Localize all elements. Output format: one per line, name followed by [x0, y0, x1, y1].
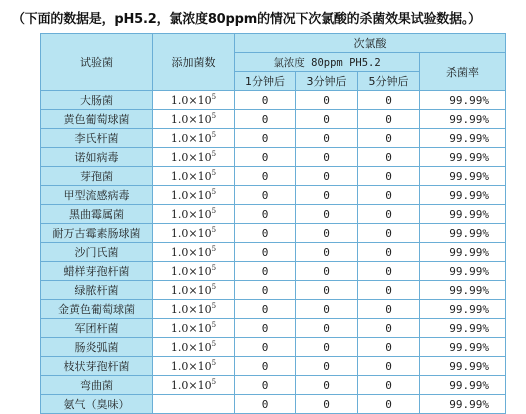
- added-count-base: 1.0×10: [170, 227, 212, 240]
- table-row: [41, 243, 506, 262]
- added-count-exponent: 5: [211, 169, 217, 177]
- kill-rate-cell: 99.99%: [420, 376, 506, 395]
- strain-name-cell: 诺如病毒: [41, 148, 153, 167]
- added-count-exponent: 5: [211, 321, 217, 329]
- added-count-base: 1.0×10: [170, 113, 212, 126]
- added-count-exponent: 5: [211, 93, 217, 101]
- table-row: [41, 186, 506, 205]
- count-after-1-min-cell: 0: [235, 281, 296, 300]
- table-row: [41, 110, 506, 129]
- added-count-cell: [153, 300, 235, 319]
- added-count-exponent: 5: [211, 150, 217, 158]
- count-after-5-min-cell: 0: [358, 338, 420, 357]
- added-count-cell: [153, 357, 235, 376]
- count-after-1-min-cell: 0: [235, 224, 296, 243]
- count-after-5-min-cell: 0: [358, 395, 420, 414]
- strain-name-cell: 沙门氏菌: [41, 243, 153, 262]
- added-count-base: 1.0×10: [170, 151, 212, 164]
- added-count-cell: [153, 281, 235, 300]
- added-count-base: 1.0×10: [170, 170, 212, 183]
- table-row: [41, 319, 506, 338]
- added-count-exponent: 5: [211, 340, 217, 348]
- header-condition: 氯浓度 80ppm PH5.2: [235, 53, 420, 72]
- count-after-5-min-cell: 0: [358, 243, 420, 262]
- header-after-1-min: 1分钟后: [235, 72, 296, 91]
- kill-rate-cell: 99.99%: [420, 338, 506, 357]
- strain-name-cell: 李氏杆菌: [41, 129, 153, 148]
- count-after-1-min-cell: 0: [235, 167, 296, 186]
- added-count-exponent: 5: [211, 188, 217, 196]
- count-after-5-min-cell: 0: [358, 186, 420, 205]
- count-after-1-min-cell: 0: [235, 91, 296, 110]
- added-count-base: 1.0×10: [170, 265, 212, 278]
- added-count-base: 1.0×10: [170, 284, 212, 297]
- added-count-cell: [153, 376, 235, 395]
- header-hypochlorous-acid: 次氯酸: [235, 34, 506, 53]
- count-after-3-min-cell: 0: [296, 262, 358, 281]
- added-count-base: 1.0×10: [170, 246, 212, 259]
- header-after-5-min: 5分钟后: [358, 72, 420, 91]
- strain-name-cell: 甲型流感病毒: [41, 186, 153, 205]
- table-row: [41, 338, 506, 357]
- added-count-cell: [153, 205, 235, 224]
- table-row: [41, 281, 506, 300]
- added-count-exponent: 5: [211, 359, 217, 367]
- added-count-cell: [153, 262, 235, 281]
- count-after-3-min-cell: 0: [296, 376, 358, 395]
- count-after-1-min-cell: 0: [235, 376, 296, 395]
- kill-rate-cell: 99.99%: [420, 319, 506, 338]
- header-kill-rate: 杀菌率: [420, 53, 506, 91]
- strain-name-cell: 耐万古霉素肠球菌: [41, 224, 153, 243]
- kill-rate-cell: 99.99%: [420, 186, 506, 205]
- strain-name-cell: 肠炎弧菌: [41, 338, 153, 357]
- kill-rate-cell: 99.99%: [420, 129, 506, 148]
- count-after-1-min-cell: 0: [235, 338, 296, 357]
- count-after-3-min-cell: 0: [296, 338, 358, 357]
- added-count-exponent: 5: [211, 302, 217, 310]
- count-after-1-min-cell: 0: [235, 357, 296, 376]
- count-after-5-min-cell: 0: [358, 300, 420, 319]
- count-after-3-min-cell: 0: [296, 319, 358, 338]
- kill-rate-cell: 99.99%: [420, 395, 506, 414]
- kill-rate-cell: 99.99%: [420, 300, 506, 319]
- header-after-3-min: 3分钟后: [296, 72, 358, 91]
- disinfection-test-table: [40, 33, 506, 414]
- added-count-base: 1.0×10: [170, 341, 212, 354]
- count-after-1-min-cell: 0: [235, 395, 296, 414]
- count-after-3-min-cell: 0: [296, 243, 358, 262]
- added-count-exponent: 5: [211, 131, 217, 139]
- count-after-5-min-cell: 0: [358, 205, 420, 224]
- count-after-5-min-cell: 0: [358, 91, 420, 110]
- strain-name-cell: 枝状芽孢杆菌: [41, 357, 153, 376]
- count-after-1-min-cell: 0: [235, 148, 296, 167]
- strain-name-cell: 弯曲菌: [41, 376, 153, 395]
- table-row: [41, 357, 506, 376]
- added-count-exponent: 5: [211, 245, 217, 253]
- kill-rate-cell: 99.99%: [420, 148, 506, 167]
- added-count-cell: [153, 129, 235, 148]
- added-count-base: 1.0×10: [170, 208, 212, 221]
- kill-rate-cell: 99.99%: [420, 110, 506, 129]
- kill-rate-cell: 99.99%: [420, 281, 506, 300]
- kill-rate-cell: 99.99%: [420, 167, 506, 186]
- added-count-exponent: 5: [211, 283, 217, 291]
- count-after-5-min-cell: 0: [358, 357, 420, 376]
- strain-name-cell: 黑曲霉属菌: [41, 205, 153, 224]
- table-row: [41, 262, 506, 281]
- table-row: [41, 300, 506, 319]
- count-after-3-min-cell: 0: [296, 395, 358, 414]
- count-after-1-min-cell: 0: [235, 300, 296, 319]
- strain-name-cell: 金黄色葡萄球菌: [41, 300, 153, 319]
- added-count-exponent: 5: [211, 207, 217, 215]
- header-added-count: 添加菌数: [153, 34, 235, 91]
- table-row: [41, 129, 506, 148]
- count-after-5-min-cell: 0: [358, 281, 420, 300]
- strain-name-cell: 大肠菌: [41, 91, 153, 110]
- added-count-cell: [153, 167, 235, 186]
- added-count-cell: [153, 186, 235, 205]
- table-row: [41, 376, 506, 395]
- count-after-3-min-cell: 0: [296, 357, 358, 376]
- kill-rate-cell: 99.99%: [420, 262, 506, 281]
- added-count-cell: [153, 243, 235, 262]
- added-count-base: 1.0×10: [170, 189, 212, 202]
- added-count-base: 1.0×10: [170, 132, 212, 145]
- count-after-5-min-cell: 0: [358, 224, 420, 243]
- count-after-1-min-cell: 0: [235, 205, 296, 224]
- count-after-3-min-cell: 0: [296, 205, 358, 224]
- header-test-strain: 试验菌: [41, 34, 153, 91]
- count-after-5-min-cell: 0: [358, 262, 420, 281]
- added-count-base: 1.0×10: [170, 322, 212, 335]
- table-row: [41, 148, 506, 167]
- added-count-exponent: 5: [211, 378, 217, 386]
- added-count-cell: [153, 319, 235, 338]
- added-count-cell: [153, 338, 235, 357]
- kill-rate-cell: 99.99%: [420, 243, 506, 262]
- added-count-cell: [153, 224, 235, 243]
- table-row: [41, 167, 506, 186]
- strain-name-cell: 黄色葡萄球菌: [41, 110, 153, 129]
- added-count-base: 1.0×10: [170, 94, 212, 107]
- added-count-base: 1.0×10: [170, 303, 212, 316]
- count-after-1-min-cell: 0: [235, 243, 296, 262]
- count-after-5-min-cell: 0: [358, 167, 420, 186]
- count-after-5-min-cell: 0: [358, 129, 420, 148]
- count-after-1-min-cell: 0: [235, 110, 296, 129]
- count-after-3-min-cell: 0: [296, 224, 358, 243]
- added-count-exponent: 5: [211, 226, 217, 234]
- count-after-1-min-cell: 0: [235, 129, 296, 148]
- table-row: [41, 205, 506, 224]
- added-count-cell: [153, 91, 235, 110]
- count-after-3-min-cell: 0: [296, 148, 358, 167]
- table-row: [41, 395, 506, 414]
- added-count-cell: [153, 110, 235, 129]
- count-after-3-min-cell: 0: [296, 300, 358, 319]
- added-count-cell: [153, 148, 235, 167]
- kill-rate-cell: 99.99%: [420, 205, 506, 224]
- count-after-3-min-cell: 0: [296, 281, 358, 300]
- strain-name-cell: 军团杆菌: [41, 319, 153, 338]
- added-count-exponent: 5: [211, 112, 217, 120]
- count-after-5-min-cell: 0: [358, 319, 420, 338]
- count-after-3-min-cell: 0: [296, 167, 358, 186]
- count-after-3-min-cell: 0: [296, 110, 358, 129]
- kill-rate-cell: 99.99%: [420, 91, 506, 110]
- count-after-3-min-cell: 0: [296, 186, 358, 205]
- count-after-5-min-cell: 0: [358, 110, 420, 129]
- count-after-1-min-cell: 0: [235, 186, 296, 205]
- count-after-3-min-cell: 0: [296, 91, 358, 110]
- strain-name-cell: 蜡样芽孢杆菌: [41, 262, 153, 281]
- count-after-5-min-cell: 0: [358, 148, 420, 167]
- added-count-base: 1.0×10: [170, 360, 212, 373]
- kill-rate-cell: 99.99%: [420, 357, 506, 376]
- strain-name-cell: 芽孢菌: [41, 167, 153, 186]
- count-after-3-min-cell: 0: [296, 129, 358, 148]
- kill-rate-cell: 99.99%: [420, 224, 506, 243]
- strain-name-cell: 氨气（臭味）: [41, 395, 153, 414]
- table-caption: （下面的数据是，pH5.2，氯浓度80ppm的情况下次氯酸的杀菌效果试验数据。）: [12, 12, 481, 27]
- count-after-1-min-cell: 0: [235, 262, 296, 281]
- added-count-base: 1.0×10: [170, 379, 212, 392]
- count-after-1-min-cell: 0: [235, 319, 296, 338]
- strain-name-cell: 绿脓杆菌: [41, 281, 153, 300]
- added-count-cell: [153, 395, 235, 414]
- added-count-exponent: 5: [211, 264, 217, 272]
- table-row: [41, 91, 506, 110]
- table-row: [41, 224, 506, 243]
- count-after-5-min-cell: 0: [358, 376, 420, 395]
